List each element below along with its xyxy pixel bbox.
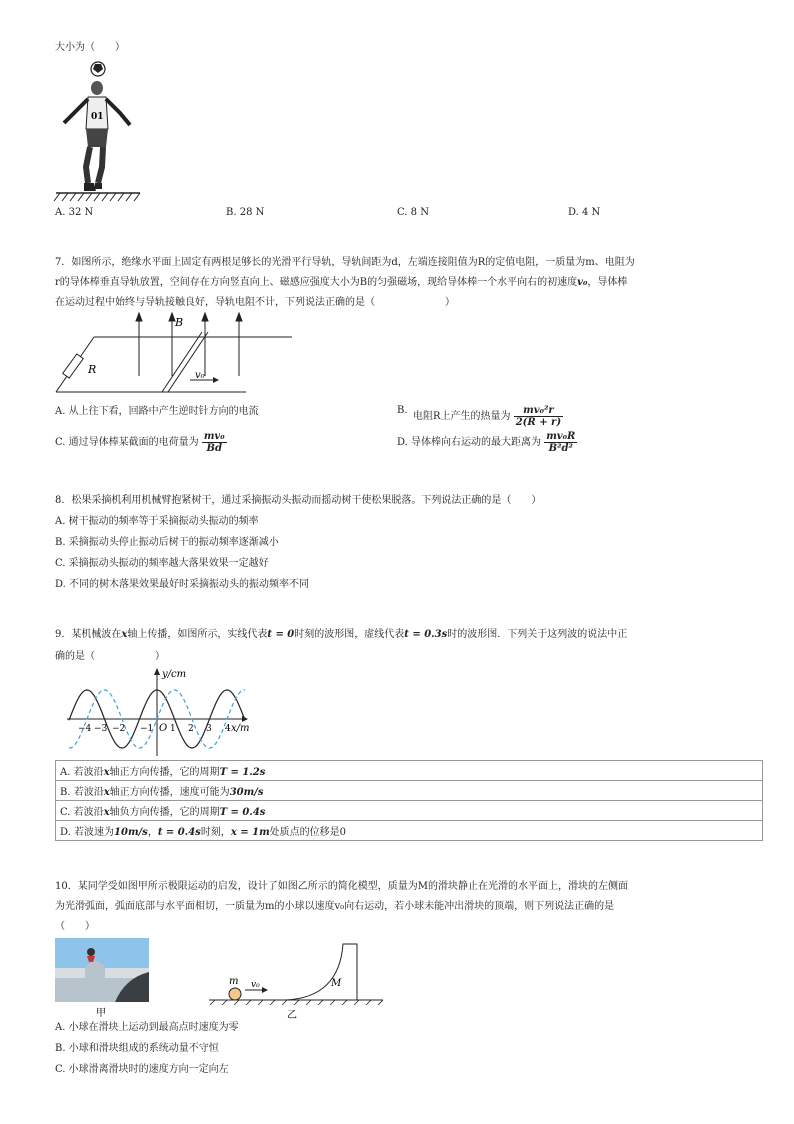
q7-stem-line2: r的导体棒垂直导轨放置，空间存在方向竖直向上、磁感应强度大小为B的匀强磁场，现给导体棒一个水平向右的初速度v₀，导体棒 (55, 277, 628, 288)
q6-stem-tail: 大小为（ ） (55, 42, 125, 53)
q9-tick: 4 (225, 724, 231, 734)
q9-fig-ylabel: y/cm (162, 669, 187, 680)
q9-fig-xlabel: x/m (231, 723, 250, 734)
q8-option-a: A. 树干振动的频率等于采摘振动头振动的频率 (55, 516, 259, 527)
q7-stem-line3: 在运动过程中始终与导轨接触良好，导轨电阻不计，下列说法正确的是（ ） (55, 297, 455, 308)
q9-fig-origin: O (159, 723, 168, 734)
q10-fig-bigm-label: M (331, 978, 342, 989)
q10-option-c: C. 小球滑离滑块时的速度方向一定向左 (55, 1064, 229, 1075)
q6-option-c: C. 8 N (397, 207, 429, 218)
q9-option-c: C. 若波沿x轴负方向传播，它的周期T = 0.4s (56, 801, 763, 821)
q10-fig-yi-label: 乙 (287, 1010, 297, 1021)
q10-model-yi (205, 938, 390, 1022)
q9-tick: −2 (112, 724, 126, 734)
q7-option-d: D. 导体棒向右运动的最大距离为 $\frac{\text{mv₀R}}{\text{B²d²}}$ (397, 431, 576, 454)
q7-option-b-label: B. (397, 405, 408, 416)
q10-fig-m-label: m (229, 976, 239, 987)
q7-stem-line1: 7．如图所示，绝缘水平面上固定有两根足够长的光滑平行导轨，导轨间距为d，左端连接阻值为R的定值电阻，一质量为m、电阻为 (55, 257, 635, 268)
q6-option-b: B. 28 N (226, 207, 265, 218)
q10-stem-line1: 10．某同学受如图甲所示极限运动的启发，设计了如图乙所示的简化模型，质量为M的滑块静止在光滑的水平面上，滑块的左侧面 (55, 881, 628, 892)
q10-stem-line2: 为光滑弧面，弧面底部与水平面相切，一质量为m的小球以速度v₀向右运动，若小球未能冲出滑块的顶端，则下列说法正确的是 (55, 901, 615, 912)
q6-option-a: A. 32 N (55, 207, 94, 218)
q9-options-table (55, 760, 763, 841)
q7-rail-figure (50, 312, 300, 398)
q9-tick: 1 (170, 724, 176, 734)
q10-photo-jia (55, 938, 150, 1018)
q10-stem-line3: （ ） (55, 921, 95, 932)
q8-option-d: D. 不同的树木落果效果最好时采摘振动头的振动频率不同 (55, 579, 310, 590)
q10-option-a: A. 小球在滑块上运动到最高点时速度为零 (55, 1022, 239, 1033)
q10-fig-jia-label: 甲 (96, 1008, 106, 1018)
q10-option-b: B. 小球和滑块组成的系统动量不守恒 (55, 1043, 219, 1054)
q7-fig-b-label: B (175, 316, 184, 329)
q10-fig-v0-label: v₀ (251, 980, 260, 990)
q7-fig-r-label: R (88, 363, 97, 376)
svg-text:01: 01 (91, 112, 104, 122)
q9-tick: −1 (140, 724, 154, 734)
q7-option-b: 电阻R上产生的热量为 $\frac{\text{mv₀²r}}{2(R + r)}$ (413, 405, 562, 428)
q7-option-c: C. 通过导体棒某截面的电荷量为 $\frac{\text{mv₀}}{Bd}$ (55, 431, 225, 454)
q9-stem-line2: 确的是（ ） (55, 651, 165, 662)
q9-stem-line1: 9．某机械波在x轴上传播，如图所示，实线代表t = 0时刻的波形图，虚线代表t = 0.3s时的波形图．下列关于这列波的说法中正 (55, 629, 628, 640)
soccer-player-figure (50, 55, 160, 205)
q7-fig-v0-label: v₀ (195, 370, 205, 381)
q9-tick: 2 (188, 724, 194, 734)
q9-tick: 3 (206, 724, 212, 734)
q9-wave-figure (55, 664, 270, 758)
q7-option-a: A. 从上往下看，回路中产生逆时针方向的电流 (55, 406, 259, 417)
q8-option-b: B. 采摘振动头停止振动后树干的振动频率逐渐减小 (55, 537, 279, 548)
q9-option-a: A. 若波沿x轴正方向传播，它的周期T = 1.2s (56, 761, 763, 781)
q9-option-b: B. 若波沿x轴正方向传播，速度可能为30m/s (56, 781, 763, 801)
q8-stem: 8．松果采摘机利用机械臂抱紧树干，通过采摘振动头振动而摇动树干使松果脱落。下列说法正确的是（ ） (55, 495, 542, 506)
q8-option-c: C. 采摘振动头振动的频率越大落果效果一定越好 (55, 558, 269, 569)
q6-option-d: D. 4 N (568, 207, 601, 218)
q9-option-d: D. 若波速为10m/s，t = 0.4s时刻，x = 1m处质点的位移是0 (56, 821, 763, 841)
q9-tick: −3 (94, 724, 108, 734)
q9-tick: −4 (78, 724, 92, 734)
